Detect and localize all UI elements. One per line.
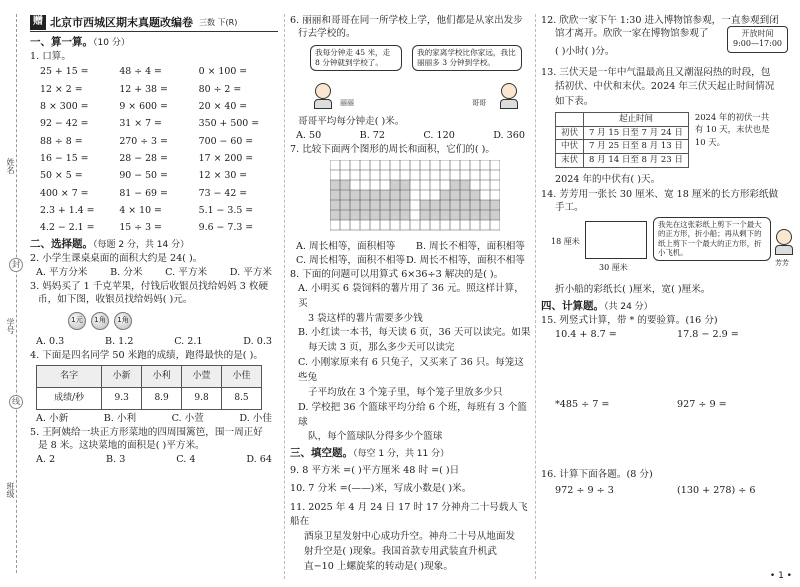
question-13-line-1: 13. 三伏天是一年中气温最高且又潮湿闷热的时段，包 xyxy=(541,66,771,78)
shaded-cell xyxy=(450,180,460,190)
paper-rectangle xyxy=(585,221,647,259)
shaded-cell xyxy=(330,180,340,190)
question-11-line-3: 射升空是( )现象。我国首款专用武装直升机武 xyxy=(304,546,497,558)
speech-bubble-14: 我先在这张彩纸上剪下一个最大的正方形，折小船；再从剩下的纸上剪下一个最大的正方形，折小飞机。 xyxy=(653,217,771,262)
question-9: 9. 8 平方米 =( )平方厘米 48 时 =( )日 xyxy=(290,464,460,476)
table-header-cell: 小新 xyxy=(102,366,142,388)
oral-calc-item: 12 × 2 = xyxy=(40,83,83,95)
coin-icon: 1角 xyxy=(91,312,109,330)
shaded-cell xyxy=(460,200,470,210)
shaded-cell xyxy=(420,210,430,220)
option-b[interactable]: B. 3 xyxy=(106,454,126,466)
shaded-cell xyxy=(470,190,480,200)
shaded-cell xyxy=(350,200,360,210)
coin-icon: 1元 xyxy=(68,312,86,330)
option-b-line-1[interactable]: B. 小红读一本书，每天读 6 页，36 天可以读完。如果 xyxy=(298,327,531,339)
question-5-line-1: 5. 王阿姨给一块正方形菜地的四周围篱笆，围一周正好 xyxy=(30,427,263,439)
shaded-cell xyxy=(380,190,390,200)
option-c[interactable]: C. 2.1 xyxy=(174,336,203,348)
option-d[interactable]: D. 360 xyxy=(493,129,525,141)
sanfu-note: 2024 年的初伏一共有 10 天，末伏也是 10 天。 xyxy=(694,112,770,147)
table-cell: 成绩/秒 xyxy=(37,388,102,410)
vertical-calc-row-2 xyxy=(541,399,795,411)
shaded-cell xyxy=(370,200,380,210)
shaded-cell xyxy=(430,210,440,220)
option-c[interactable]: C. 4 xyxy=(176,454,196,466)
option-a[interactable]: A. 平方分米 xyxy=(36,267,88,279)
cut-line xyxy=(16,14,17,573)
option-b[interactable]: B. 周长不相等，面积相等 xyxy=(415,240,525,252)
section-4-title: 四、计算题。（共 24 分） xyxy=(541,299,653,312)
opening-hours-box xyxy=(727,26,788,53)
question-11 xyxy=(290,501,531,575)
shaded-cell xyxy=(440,200,450,210)
rect-width-label: 30 厘米 xyxy=(599,262,628,272)
class-label: 班级 xyxy=(6,482,15,498)
shaded-cell xyxy=(490,200,500,210)
question-6-options xyxy=(296,130,525,142)
table-header-cell: 小萱 xyxy=(182,366,222,388)
oral-calc-item: 80 ÷ 2 = xyxy=(198,83,242,95)
shapes-grid-figure xyxy=(330,160,500,232)
oral-calc-item: 5.1 − 3.5 = xyxy=(198,204,254,216)
shaded-cell xyxy=(450,210,460,220)
question-7-options-row-2 xyxy=(296,255,525,267)
question-12-line-1: 12. 欣欣一家下午 1:30 进入博物馆参观，一直参观到闭 xyxy=(541,15,779,26)
seal-mark: 封 xyxy=(9,258,23,272)
table-cell: 8.5 xyxy=(222,388,262,410)
oral-calc-item: 92 − 42 = xyxy=(40,118,89,130)
shaded-cell xyxy=(330,190,340,200)
shaded-cell xyxy=(480,210,490,220)
shaded-cell xyxy=(380,210,390,220)
question-11-line-1: 11. 2025 年 4 月 24 日 17 时 17 分神舟二十号载人飞船在 xyxy=(290,501,528,528)
table-cell: 7 月 25 日至 8 月 13 日 xyxy=(584,140,689,154)
option-d-line-2: 队，每个篮球队分得多少个篮球 xyxy=(308,431,443,443)
vertical-calc-item: 17.8 − 2.9 = xyxy=(677,328,739,340)
question-13-figure xyxy=(541,109,795,171)
rect-height-label: 18 厘米 xyxy=(551,236,580,246)
question-16: 16. 计算下面各题。(8 分) xyxy=(541,468,653,480)
question-12-line-2: 馆才离开。欣欣一家在博物馆参观了 xyxy=(555,27,709,39)
expression-row xyxy=(541,485,795,497)
oral-calc-item: 73 − 42 = xyxy=(198,187,248,199)
shaded-cell xyxy=(460,210,470,220)
question-2-options xyxy=(36,267,272,279)
oral-calc-item: 88 ÷ 8 = xyxy=(40,135,83,147)
option-b[interactable]: B. 72 xyxy=(359,129,385,141)
shaded-cell xyxy=(390,180,400,190)
question-11-line-4: 直−10 上螺旋桨的转动是( )现象。 xyxy=(304,560,453,572)
shaded-cell xyxy=(400,190,410,200)
shaded-cell xyxy=(460,190,470,200)
table-cell: 8 月 14 日至 8 月 23 日 xyxy=(584,154,689,168)
oral-calc-item: 25 + 15 = xyxy=(40,66,89,78)
shaded-cell xyxy=(470,210,480,220)
student-id-label: 学号 xyxy=(6,318,15,334)
question-6-illustration xyxy=(290,41,531,115)
girl-figure-icon xyxy=(773,229,795,255)
option-a[interactable]: A. 2 xyxy=(36,454,56,466)
table-header-cell: 小利 xyxy=(142,366,182,388)
exam-title: 北京市西城区期末真题改编卷 xyxy=(50,15,193,29)
shaded-cell xyxy=(390,190,400,200)
shaded-cell xyxy=(450,200,460,210)
oral-calc-item: 20 × 40 = xyxy=(198,100,248,112)
option-d[interactable]: D. 64 xyxy=(246,454,272,466)
shaded-cell xyxy=(440,210,450,220)
speech-bubble-left: 我每分钟走 45 米，走 8 分钟就到学校了。 xyxy=(310,45,402,71)
boy-figure-icon xyxy=(498,83,520,109)
oral-calc-item: 28 − 28 = xyxy=(119,152,168,164)
shaded-cell xyxy=(340,210,350,220)
vertical-calc-item: *485 ÷ 7 = xyxy=(555,398,610,410)
opening-hours-value: 9:00—17:00 xyxy=(733,39,783,49)
sanfu-table xyxy=(555,112,689,168)
option-d-line-1[interactable]: D. 学校把 36 个篮球平均分给 6 个班，每班有 3 个篮球 xyxy=(298,401,527,428)
question-10: 10. 7 分米 =(——)米，写成小数是( )米。 xyxy=(290,482,472,494)
oral-calc-item: 4 × 10 = xyxy=(119,204,162,216)
question-14-blank: 折小船的彩纸长( )厘米，宽( )厘米。 xyxy=(555,283,711,295)
shaded-cell xyxy=(360,210,370,220)
vertical-calc-row-1 xyxy=(541,329,795,341)
exam-subtitle: 三数 下(R) xyxy=(199,17,238,27)
question-7: 7. 比较下面两个图形的周长和面积，它们的( )。 xyxy=(290,143,496,155)
question-5-line-2: 是 8 米。这块菜地的面积是( )平方米。 xyxy=(38,440,205,452)
question-13-line-2: 括初伏、中伏和末伏。2024 年三伏天起止时间情况 xyxy=(555,81,775,93)
vertical-calc-item: 927 ÷ 9 = xyxy=(677,398,727,410)
shaded-cell xyxy=(360,190,370,200)
oral-calc-item: 2.3 + 1.4 = xyxy=(40,204,95,216)
question-8: 8. 下面的问题可以用算式 6×36÷3 解决的是( )。 xyxy=(290,268,504,280)
shaded-cell xyxy=(330,210,340,220)
oral-calc-item: 15 ÷ 3 = xyxy=(119,222,162,234)
shaded-cell xyxy=(380,200,390,210)
table-cell: 9.3 xyxy=(102,388,142,410)
question-14-line-1: 14. 芳芳用一张长 30 厘米、宽 18 厘米的长方形彩纸做 xyxy=(541,188,779,200)
fangfang-name: 芳芳 xyxy=(775,258,789,267)
question-12-blank: ( )小时( )分。 xyxy=(555,45,615,57)
option-d[interactable]: D. 平方米 xyxy=(229,267,272,279)
table-cell: 7 月 15 日至 7 月 24 日 xyxy=(584,126,689,140)
table-cell: 中伏 xyxy=(556,140,584,154)
name-label: 姓名 xyxy=(6,158,15,174)
exam-header xyxy=(30,14,278,32)
oral-calc-item: 16 − 15 = xyxy=(40,152,89,164)
option-a-line-2: 3 袋这样的薯片需要多少钱 xyxy=(308,312,423,324)
question-5-options xyxy=(36,454,272,466)
oral-calc-item: 90 − 50 = xyxy=(119,170,168,182)
shaded-cell xyxy=(490,210,500,220)
shaded-cell xyxy=(340,180,350,190)
question-6-blank: 哥哥平均每分钟走( )米。 xyxy=(298,115,405,127)
question-3-line-2: 币，如下图，收银员找给妈妈( )元。 xyxy=(38,294,193,306)
question-1: 1. 口算。 xyxy=(30,51,71,63)
shaded-cell xyxy=(400,200,410,210)
option-d[interactable]: D. 小佳 xyxy=(239,413,272,425)
shaded-cell xyxy=(330,200,340,210)
option-c-line-2: 子平均放在 3 个笼子里，每个笼子里放多少只 xyxy=(308,386,503,398)
question-3-line-1: 3. 妈妈买了 1 千克苹果，付钱后收银员找给妈妈 3 枚硬 xyxy=(30,281,269,293)
boy-name: 哥哥 xyxy=(472,98,486,107)
option-b[interactable]: B. 小利 xyxy=(103,413,137,425)
girl-figure-icon xyxy=(312,83,334,109)
question-8-options xyxy=(290,282,531,445)
option-c-line-1[interactable]: C. 小刚家原来有 6 只兔子，又买来了 36 只。每笼这些兔 xyxy=(298,357,524,384)
table-header-cell: 名字 xyxy=(37,366,102,388)
oral-calc-item: 81 − 69 = xyxy=(119,187,168,199)
table-cell: 末伏 xyxy=(556,154,584,168)
shaded-cell xyxy=(390,210,400,220)
coins-figure xyxy=(68,312,278,330)
question-15: 15. 列竖式计算，带 * 的要验算。(16 分) xyxy=(541,314,718,326)
option-b[interactable]: B. 1.2 xyxy=(105,336,134,348)
column-2 xyxy=(284,14,531,579)
oral-calc-item: 9.6 − 7.3 = xyxy=(198,222,254,234)
shaded-cell xyxy=(370,210,380,220)
shaded-cell xyxy=(370,190,380,200)
oral-calc-item: 700 − 60 = xyxy=(198,135,254,147)
run-score-table xyxy=(36,365,262,410)
option-b-line-2: 每天读 3 页，那么多少天可以读完 xyxy=(308,342,455,354)
vertical-calc-item: 10.4 + 8.7 = xyxy=(555,328,617,340)
question-12-body xyxy=(541,28,795,62)
column-3 xyxy=(535,14,795,579)
oral-calc-item: 4.2 − 2.1 = xyxy=(40,222,95,234)
speech-bubble-right: 我的家离学校比你家远，我比丽丽多 3 分钟到学校。 xyxy=(412,45,522,71)
question-14-line-2: 手工。 xyxy=(555,201,584,213)
shaded-cell xyxy=(350,210,360,220)
expression-item: 972 ÷ 9 ÷ 3 xyxy=(555,484,614,496)
table-cell: 9.8 xyxy=(182,388,222,410)
option-a-line-1[interactable]: A. 小明买 6 袋饲料的薯片用了 36 元。照这样计算，买 xyxy=(298,282,524,309)
table-cell: 8.9 xyxy=(142,388,182,410)
oral-calc-item: 8 × 300 = xyxy=(40,100,89,112)
oral-calc-item: 17 × 200 = xyxy=(198,152,254,164)
oral-calc-item: 400 × 7 = xyxy=(40,187,89,199)
question-7-options-row-1 xyxy=(296,241,525,253)
page-number: • 1 • xyxy=(769,570,792,581)
oral-calc-item: 0 × 100 = xyxy=(198,66,248,78)
option-c[interactable]: C. 平方米 xyxy=(165,267,208,279)
option-c[interactable]: C. 周长相等，面积不相等 xyxy=(296,254,406,266)
option-c[interactable]: C. 120 xyxy=(423,129,455,141)
gift-badge: 赠 xyxy=(30,15,46,30)
table-header-cell: 小佳 xyxy=(222,366,262,388)
shaded-cell xyxy=(340,200,350,210)
question-3-options xyxy=(36,336,272,348)
table-header-cell: 起止时间 xyxy=(584,113,689,127)
question-13 xyxy=(541,66,795,109)
shaded-cell xyxy=(470,200,480,210)
oral-calc-item: 350 + 500 = xyxy=(198,118,260,130)
question-4: 4. 下面是四名同学 50 米跑的成绩，跑得最快的是( )。 xyxy=(30,350,263,362)
column-1 xyxy=(30,14,278,579)
oral-calc-item: 12 + 38 = xyxy=(119,83,168,95)
oral-calc-item: 31 × 7 = xyxy=(119,118,162,130)
option-d[interactable]: D. 周长不相等，面积不相等 xyxy=(406,254,525,266)
shaded-cell xyxy=(400,180,410,190)
section-2-title: 二、选择题。（每题 2 分，共 14 分） xyxy=(30,238,190,251)
question-6-line-1: 6. 丽丽和哥哥在同一所学校上学，他们都是从家出发步 xyxy=(290,15,523,26)
oral-calc-item: 270 ÷ 3 = xyxy=(119,135,168,147)
line-mark: 线 xyxy=(9,395,23,409)
oral-calc-item: 50 × 5 = xyxy=(40,170,83,182)
table-cell: 初伏 xyxy=(556,126,584,140)
shaded-cell xyxy=(420,200,430,210)
question-13-blank: 2024 年的中伏有( )天。 xyxy=(555,173,661,185)
coin-icon: 1角 xyxy=(114,312,132,330)
option-a[interactable]: A. 50 xyxy=(296,129,322,141)
shaded-cell xyxy=(350,190,360,200)
option-d[interactable]: D. 0.3 xyxy=(243,336,272,348)
shaded-cell xyxy=(340,190,350,200)
question-13-line-3: 如下表。 xyxy=(555,95,594,107)
option-a[interactable]: A. 周长相等，面积相等 xyxy=(296,240,396,252)
oral-calc-grid xyxy=(40,66,278,234)
oral-calc-item: 48 ÷ 4 = xyxy=(119,66,162,78)
shaded-cell xyxy=(390,200,400,210)
option-a[interactable]: A. 0.3 xyxy=(36,336,65,348)
shaded-cell xyxy=(440,190,450,200)
option-c[interactable]: C. 小萱 xyxy=(171,413,204,425)
question-11-line-2: 酒泉卫星发射中心成功升空。神舟二十号从地面发 xyxy=(304,531,516,543)
shaded-cell xyxy=(360,200,370,210)
shaded-cell xyxy=(450,190,460,200)
option-a[interactable]: A. 小新 xyxy=(36,413,69,425)
shaded-cell xyxy=(430,200,440,210)
binding-gutter xyxy=(0,0,30,587)
section-1-title: 一、算一算。（10 分） xyxy=(30,36,130,48)
opening-hours-title: 开放时间 xyxy=(741,28,774,38)
expression-item: (130 + 278) ÷ 6 xyxy=(677,484,756,496)
option-b[interactable]: B. 分米 xyxy=(110,267,143,279)
oral-calc-item: 9 × 600 = xyxy=(119,100,168,112)
shaded-cell xyxy=(460,180,470,190)
question-2: 2. 小学生课桌桌面的面积大约是 24( )。 xyxy=(30,253,203,265)
oral-calc-item: 12 × 30 = xyxy=(198,170,248,182)
shaded-cell xyxy=(480,200,490,210)
question-14-figure xyxy=(541,215,795,283)
girl-name: 丽丽 xyxy=(340,98,354,107)
shaded-cell xyxy=(400,210,410,220)
question-4-options xyxy=(36,413,272,425)
section-3-title: 三、填空题。（每空 1 分，共 11 分） xyxy=(290,447,450,460)
question-6-line-2: 行去学校的。 xyxy=(298,27,356,39)
